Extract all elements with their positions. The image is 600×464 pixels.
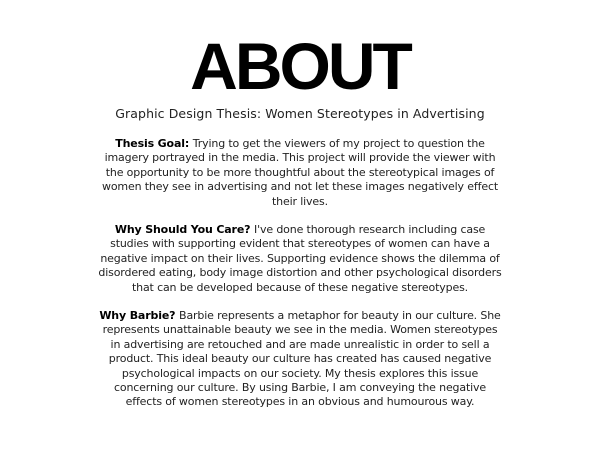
why-barbie-paragraph xyxy=(98,309,502,410)
why-barbie-heading: Why Barbie? xyxy=(99,309,180,322)
thesis-goal-heading: Thesis Goal: xyxy=(115,137,193,150)
why-care-paragraph xyxy=(98,223,502,295)
thesis-goal-text: Trying to get the viewers of my project to question the imagery portrayed in the media. This project will provide the viewer with the opportunity to be more thoughtful about the stereotypical images of women they see in advertising and not let these images negatively effect their lives. xyxy=(101,137,499,208)
why-care-heading: Why Should You Care? xyxy=(114,223,255,236)
thesis-goal-paragraph xyxy=(98,137,502,209)
why-care-text: I've done thorough research including case studies with supporting evident that stereotypes of women can have a negative impact on their lives. Supporting evidence shows the dilemma of disordered eating, body image distortion and other psychological disorders that can be developed because of these negative stereotypes. xyxy=(98,223,502,294)
why-barbie-text: Barbie represents a metaphor for beauty in our culture. She represents unattainable beauty we see in the media. Women stereotypes in advertising are retouched and are made unrealistic in order to sell a product. This ideal beauty our culture has created has caused negative psychological impacts on our society. My thesis explores this issue concerning our culture. By using Barbie, I am conveying the negative effects of women stereotypes in an obvious and humourous way. xyxy=(102,309,501,409)
page-subtitle: Graphic Design Thesis: Women Stereotypes in Advertising xyxy=(115,106,485,121)
page-title: ABOUT xyxy=(190,29,410,103)
